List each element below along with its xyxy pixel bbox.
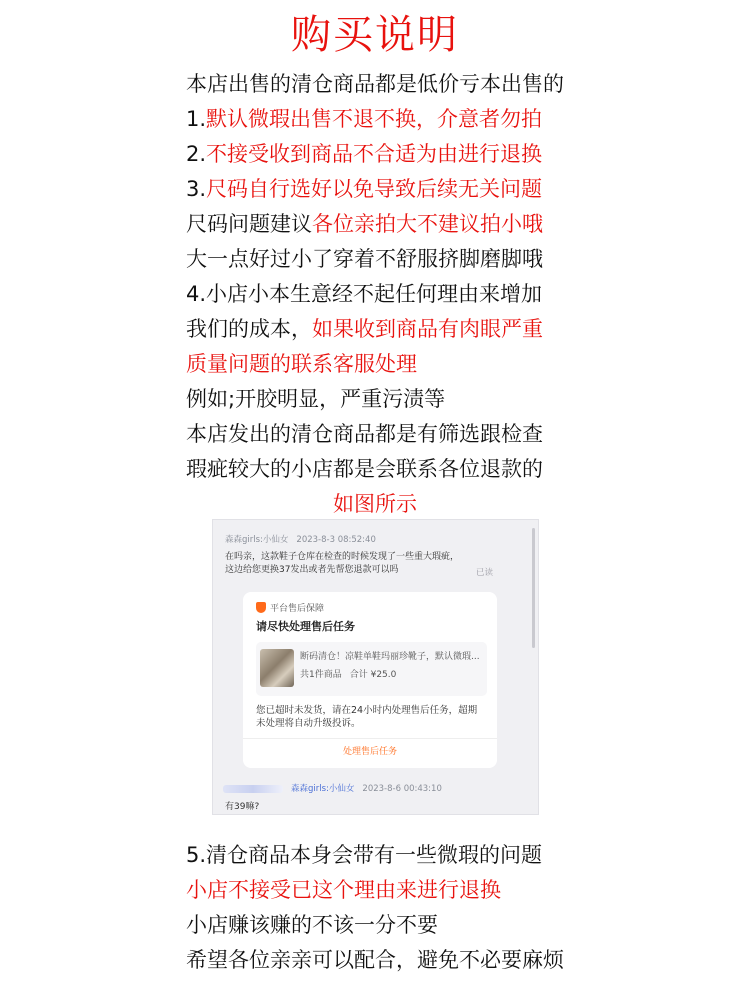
line-text: 1. [186,107,207,131]
text-line [186,71,564,97]
line-text: 2. [186,142,207,166]
text-line [186,421,543,447]
text-line [186,141,542,167]
blurred-area [223,785,283,793]
line-highlight: 尺码自行选好以免导致后续无关问题 [206,177,543,201]
text-line [186,211,543,237]
text-line [186,106,542,132]
line-text: 5.清仓商品本身会带有一些微瑕的问题 [186,843,543,867]
sender-name: 森森girls:小仙女 [225,535,289,545]
text-line [186,842,542,868]
line-text: 小店赚该赚的不该一分不要 [186,913,438,937]
text-line [186,246,543,272]
timestamp: 2023-8-6 00:43:10 [362,784,442,794]
product-thumbnail [260,649,294,687]
line-highlight: 质量问题的联系客服处理 [186,352,417,376]
text-line [186,877,501,903]
line-text: 大一点好过小了穿着不舒服挤脚磨脚哦 [186,247,543,271]
divider [243,738,497,739]
caption: 如图所示 [333,492,417,516]
timestamp: 2023-8-3 08:52:40 [296,535,376,545]
product-info [300,669,404,682]
line-highlight: 各位亲拍大不建议拍小哦 [312,212,543,236]
text-line [186,281,542,307]
text-line [186,316,543,342]
line-highlight: 不接受收到商品不合适为由进行退换 [206,142,543,166]
line-highlight: 默认微瑕出售不退不换，介意者勿拍 [206,107,543,131]
card-description: 您已超时未发货，请在24小时内处理售后任务，超期未处理将自动升级投诉。 [256,705,478,729]
line-text: 尺码问题建议 [186,212,312,236]
text-line [186,386,445,412]
page-title: 购买说明 [291,12,459,58]
chat-message: 有39嘛? [225,802,260,812]
line-text: 我们的成本， [186,317,312,341]
line-text: 本店发出的清仓商品都是有筛选跟检查 [186,422,543,446]
message-header [291,783,442,796]
chat-message: 在吗亲，这款鞋子仓库在检查的时候发现了一些重大瑕疵，这边给您更换37发出或者先帮您退款可以吗 [225,552,460,575]
line-highlight: 如果收到商品有肉眼严重 [312,317,543,341]
text-line [186,947,564,973]
line-text: 瑕疵较大的小店都是会联系各位退款的 [186,457,543,481]
line-text: 希望各位亲亲可以配合，避免不必要麻烦 [186,948,564,972]
read-status: 已读 [476,568,494,578]
text-line [186,351,417,377]
product-total: 合计 ¥25.0 [349,670,397,680]
line-text: 4.小店小本生意经不起任何理由来增加 [186,282,543,306]
sender-name: 森森girls:小仙女 [291,784,355,794]
line-text: 3. [186,177,207,201]
scrollbar [532,528,535,648]
handle-task-link: 处理售后任务 [342,747,397,757]
line-text: 本店出售的清仓商品都是低价亏本出售的 [186,72,564,96]
message-header [225,534,376,547]
after-sales-card [243,592,497,768]
card-tag-label: 平台售后保障 [270,604,325,614]
text-line [186,176,542,202]
line-text: 例如;开胶明显，严重污渍等 [186,387,446,411]
product-item [256,642,487,696]
line-highlight: 小店不接受已这个理由来进行退换 [186,878,501,902]
text-line [186,912,438,938]
text-line [186,456,543,482]
card-tag [256,602,324,616]
shield-icon [256,602,266,613]
product-count: 共1件商品 [300,670,342,680]
chat-screenshot [212,519,539,815]
product-name: 断码清仓！凉鞋单鞋玛丽珍靴子，默认微瑕... [300,652,480,662]
card-title: 请尽快处理售后任务 [256,620,355,633]
